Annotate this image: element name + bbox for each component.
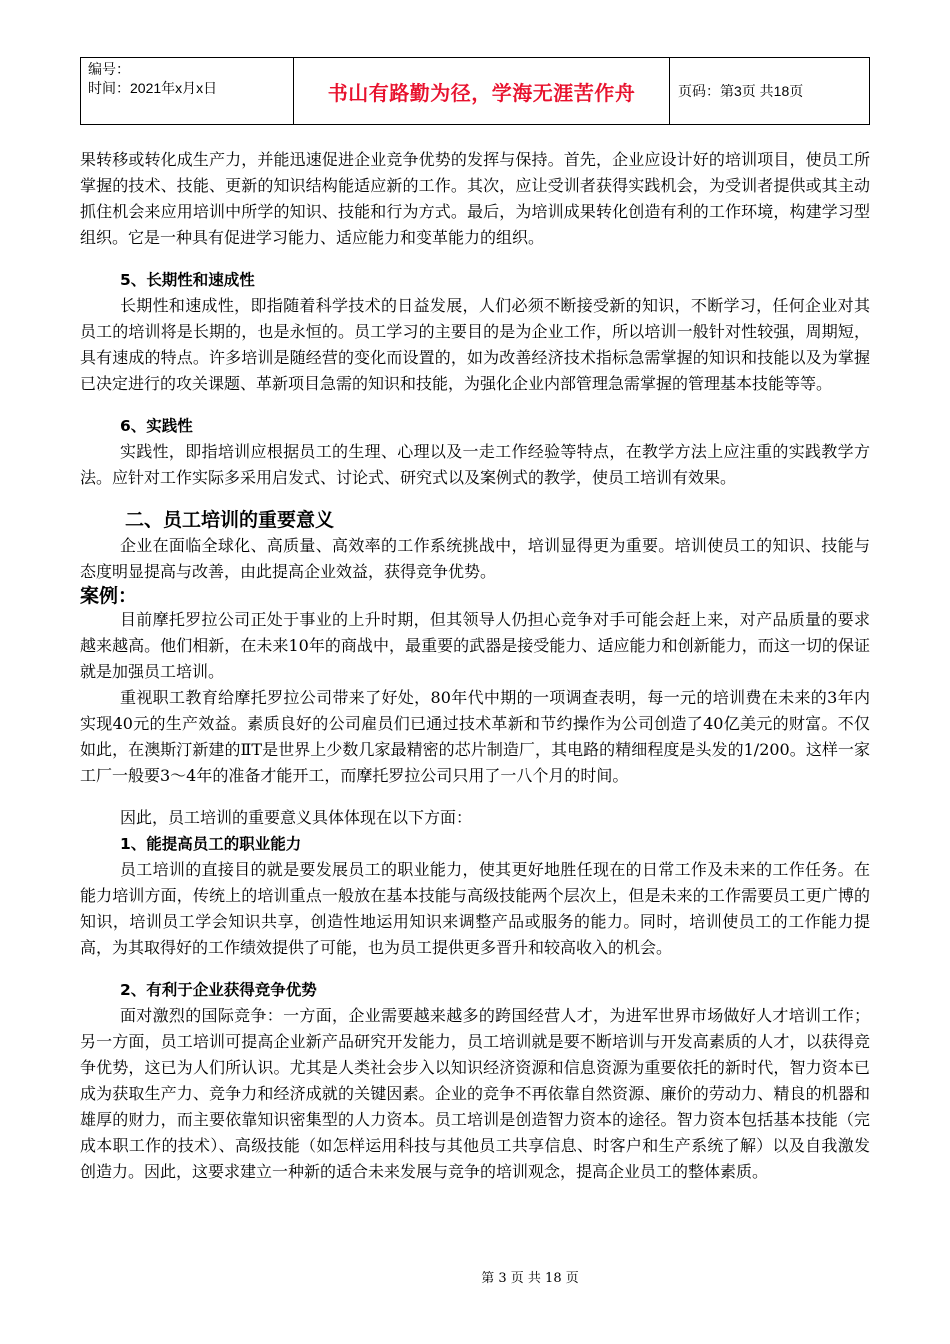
paragraph-6: 实践性，即指培训应根据员工的生理、心理以及一走工作经验等特点，在教学方法上应注重的实践教学方法。应针对工作实际多采用启发式、讨论式、研究式以及案例式的教学，使员工培训有效果。	[80, 442, 870, 487]
paragraph-5: 长期性和速成性，即指随着科学技术的日益发展，人们必须不断接受新的知识，不断学习，任何企业对其员工的培训将是长期的，也是永恒的。员工学习的主要目的是为企业工作，所以培训一般针对性较强，周期短，具有速成的特点。许多培训是随经营的变化而设置的，如为改善经济技术指标急需掌握的知识和技能以及为掌握已决定进行的攻关课题、革新项目急需的知识和技能，为强化企业内部管理急需掌握的管理基本技能等等。	[80, 296, 870, 393]
header-motto: 书山有路勤为径，学海无涯苦作舟	[294, 58, 670, 125]
header-meta	[81, 58, 294, 125]
chapter-heading: 二、员工培训的重要意义	[125, 509, 335, 531]
page-header	[80, 57, 870, 125]
document-body	[80, 147, 870, 1185]
paragraph-s2: 面对激烈的国际竞争：一方面，企业需要越来越多的跨国经营人才，为进军世界市场做好人才培训工作；另一方面，员工培训可提高企业新产品研究开发能力，员工培训就是要不断培训与开发高素质的人才，以获得竞争优势，这已为人们所认识。尤其是人类社会步入以知识经济资源和信息资源为重要依托的新时代，智力资本已成为获取生产力、竞争力和经济成就的关键因素。企业的竞争不再依靠自然资源、廉价的劳动力、精良的机器和雄厚的财力，而主要依靠知识密集型的人力资本。员工培训是创造智力资本的途径。智力资本包括基本技能（完成本职工作的技术）、高级技能（如怎样运用科技与其他员工共享信息、时客户和生产系统了解）以及自我激发创造力。因此，这要求建立一种新的适合未来发展与竞争的培训观念，提高企业员工的整体素质。	[80, 1006, 870, 1181]
paragraph-s1: 员工培训的直接目的就是要发展员工的职业能力，使其更好地胜任现在的日常工作及未来的工作任务。在能力培训方面，传统上的培训重点一般放在基本技能与高级技能两个层次上，但是未来的工作需要员工更广博的知识，培训员工学会知识共享，创造性地运用知识来调整产品或服务的能力。同时，培训使员工的工作能力提高，为其取得好的工作绩效提供了可能，也为员工提供更多晋升和较高收入的机会。	[80, 860, 870, 957]
paragraph-importance: 企业在面临全球化、高质量、高效率的工作系统挑战中，培训显得更为重要。培训使员工的知识、技能与态度明显提高与改善，由此提高企业效益，获得竞争优势。	[80, 536, 870, 581]
time-label: 时间：2021年x月x日	[88, 80, 218, 96]
case-paragraph-2: 重视职工教育给摩托罗拉公司带来了好处，80年代中期的一项调查表明，每一元的培训费在未来的3年内实现40元的生产效益。素质良好的公司雇员们已通过技术革新和节约操作为公司创造了40亿美元的财富。不仅如此，在澳斯汀新建的ⅡT是世界上少数几家最精密的芯片制造厂，其电路的精细程度是头发的1/200。这样一家工厂一般要3～4年的准备才能开工，而摩托罗拉公司只用了一八个月的时间。	[80, 688, 870, 785]
paragraph-intro: 因此，员工培训的重要意义具体体现在以下方面：	[120, 808, 473, 827]
case-paragraph-1: 目前摩托罗拉公司正处于事业的上升时期，但其领导人仍担心竞争对手可能会赶上来，对产品质量的要求越来越高。他们相新，在未来10年的商战中，最重要的武器是接受能力、适应能力和创新能力，而这一切的保证就是加强员工培训。	[80, 610, 870, 681]
case-label: 案例：	[80, 585, 138, 607]
page-footer: 第 3 页 共 18 页	[481, 1271, 579, 1286]
section-heading-s2: 2、有利于企业获得竞争优势	[120, 981, 317, 999]
section-heading-5: 5、长期性和速成性	[120, 271, 255, 289]
paragraph-continued: 果转移或转化成生产力，并能迅速促进企业竞争优势的发挥与保持。首先，企业应设计好的培训项目，使员工所掌握的技术、技能、更新的知识结构能适应新的工作。其次，应让受训者获得实践机会，为受训者提供或其主动抓住机会来应用培训中所学的知识、技能和行为方式。最后，为培训成果转化创造有利的工作环境，构建学习型组织。它是一种具有促进学习能力、适应能力和变革能力的组织。	[80, 150, 870, 247]
section-heading-s1: 1、能提高员工的职业能力	[120, 835, 302, 853]
section-heading-6: 6、实践性	[120, 417, 193, 435]
number-label: 编号：	[88, 61, 130, 77]
header-page-info: 页码：第3页 共18页	[670, 58, 870, 125]
